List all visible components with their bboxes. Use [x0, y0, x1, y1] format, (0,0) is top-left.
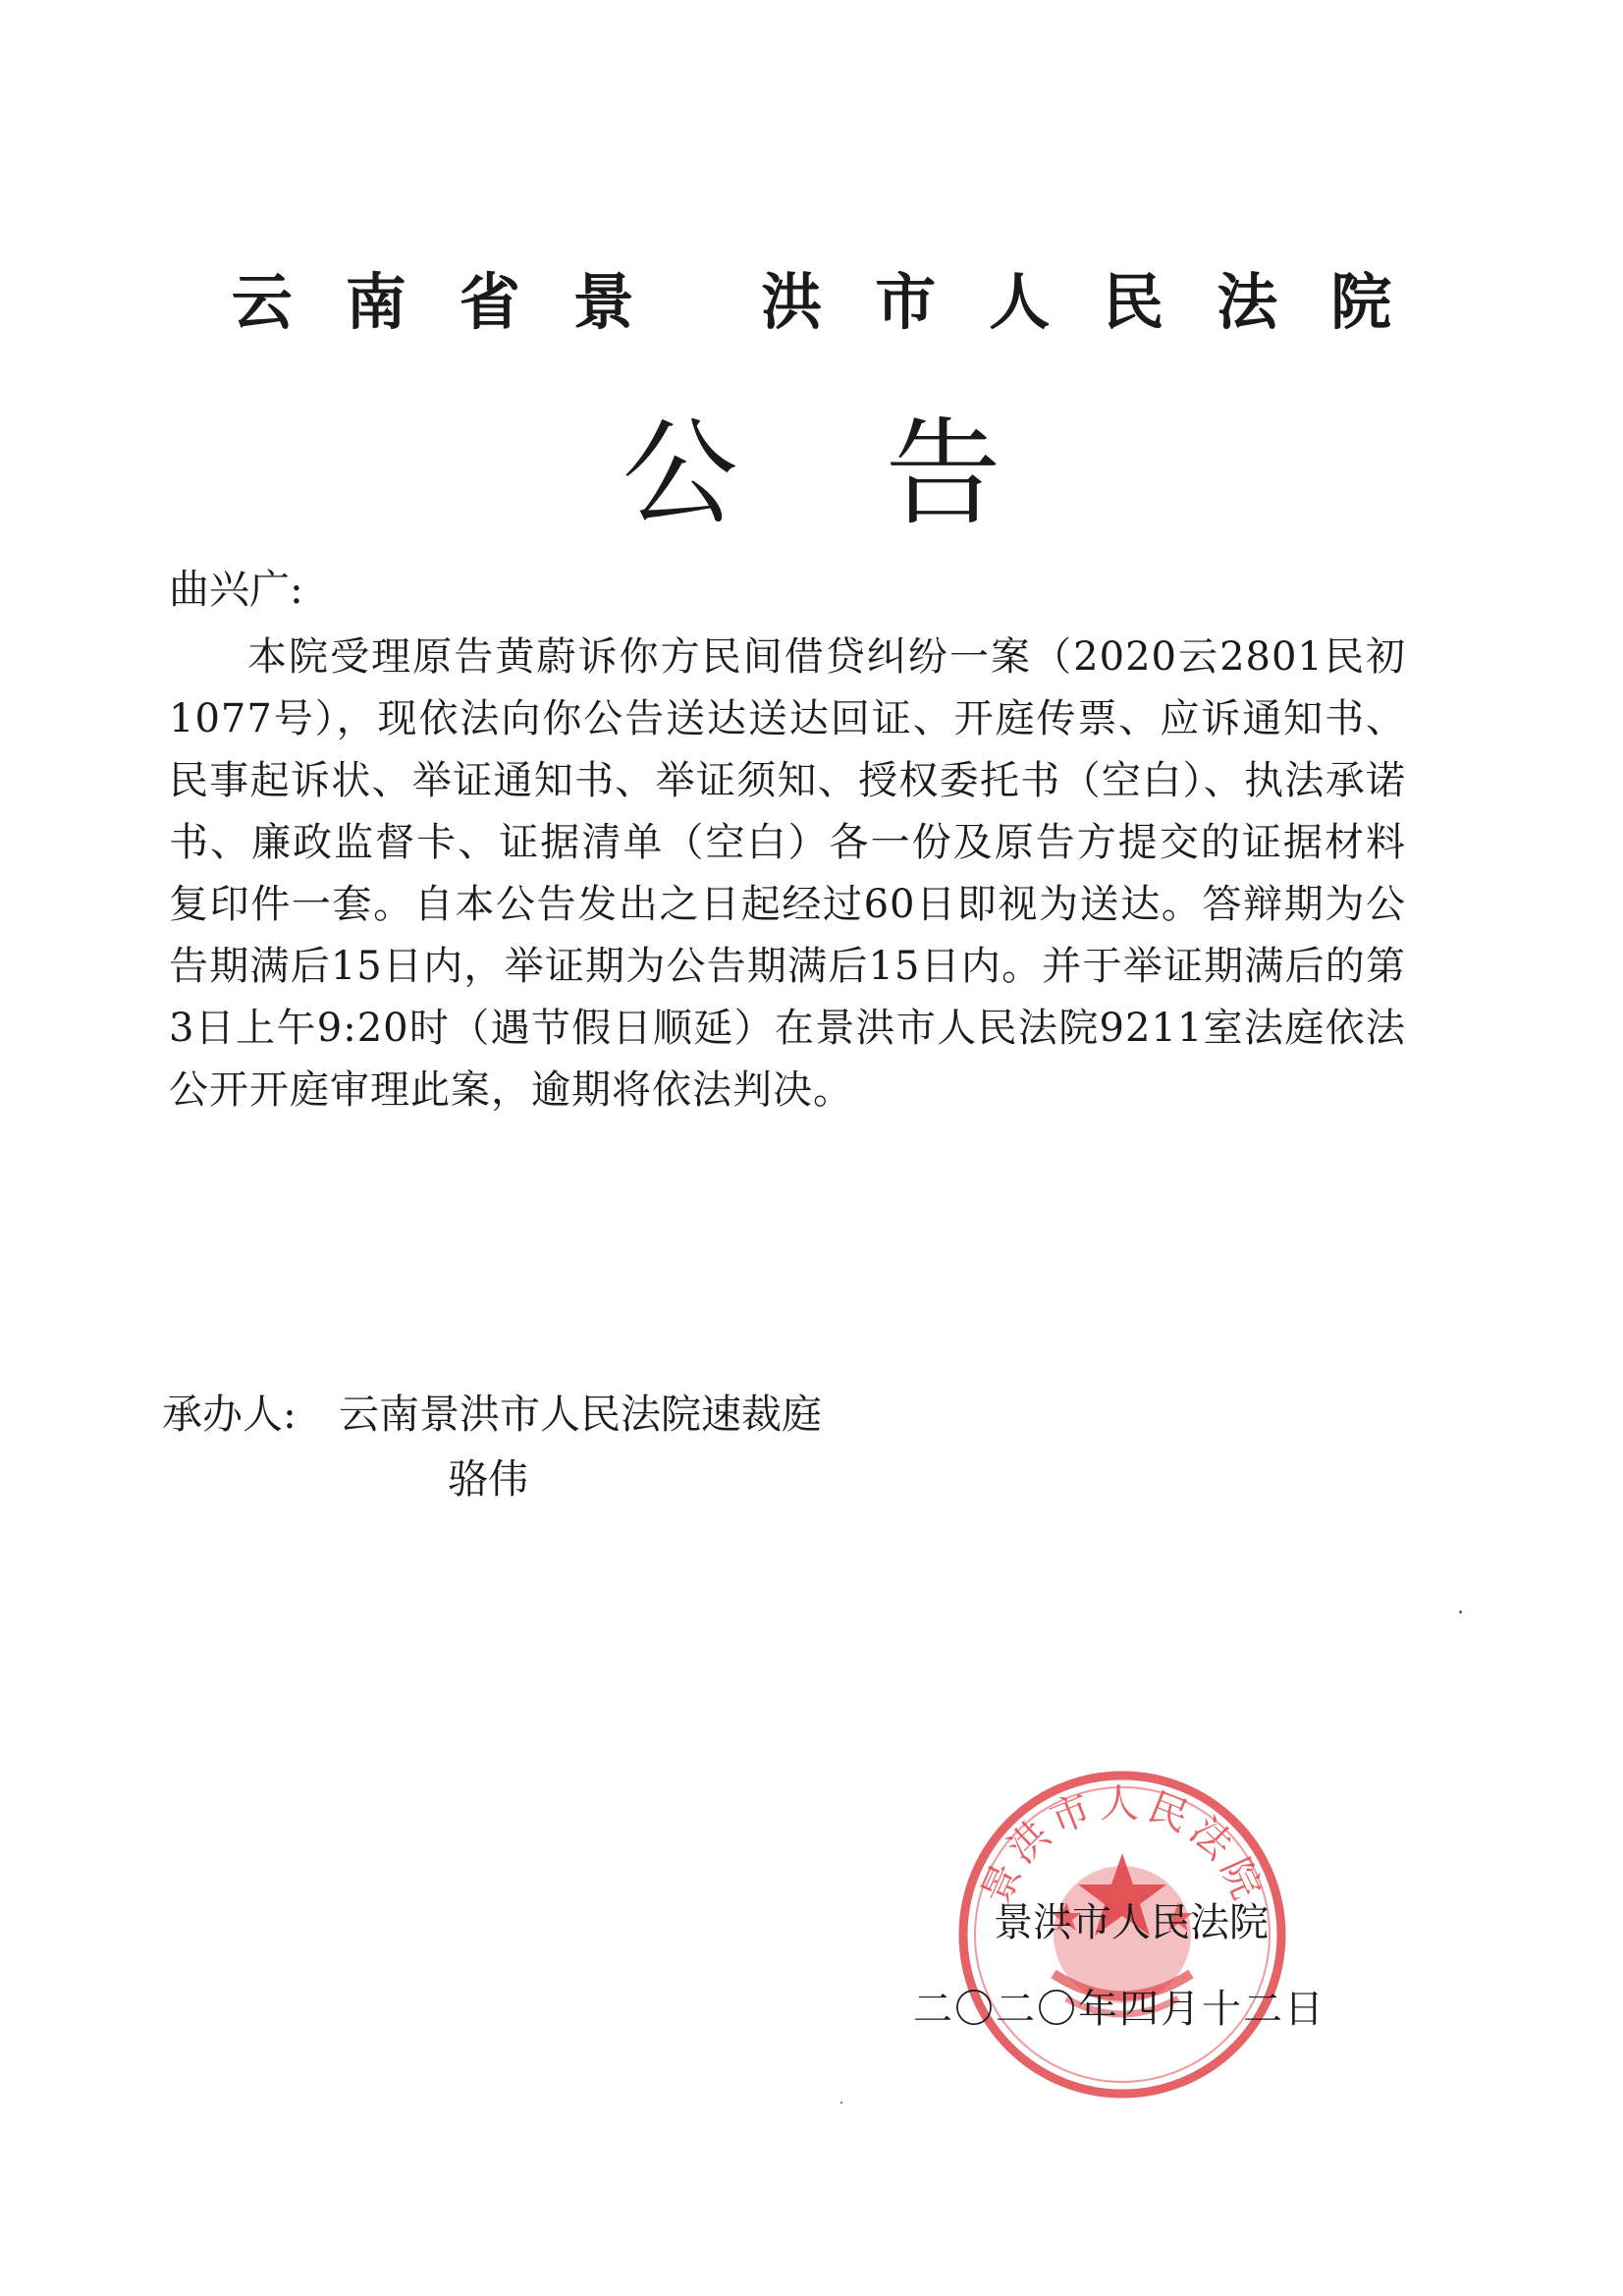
handler-name: 骆伟	[448, 1455, 528, 1503]
svg-text:景洪市人民法院: 景洪市人民法院	[973, 1781, 1271, 1912]
addressee: 曲兴广:	[169, 566, 303, 613]
document-title: 公告	[622, 406, 1149, 541]
handler-department: 云南景洪市人民法院速裁庭	[339, 1391, 822, 1438]
scan-speck	[840, 2102, 842, 2104]
signature-date: 二〇二〇年四月十二日	[913, 1987, 1325, 2032]
notice-body: 本院受理原告黄蔚诉你方民间借贷纠纷一案（2020云2801民初1077号），现依法向你公告送达送达回证、开庭传票、应诉通知书、民事起诉状、举证通知书、举证须知、授权委托书（空白）、执法承诺书、廉政监督卡、证据清单（空白）各一份及原告方提交的证据材料复印件一套。自本公告发出之日起经过60日即视为送达。答辩期为公告期满后15日内，举证期为公告期满后15日内。并于举证期满后的第3日上午9:20时（遇节假日顺延）在景洪市人民法院9211室法庭依法公开开庭审理此案，逾期将依法判决。	[169, 634, 1406, 1113]
signature-court: 景洪市人民法院	[994, 1900, 1269, 1945]
handler-label: 承办人:	[162, 1391, 297, 1438]
handler-line	[162, 1385, 822, 1444]
court-name-heading: 云南省景 洪市人民法院	[231, 266, 1445, 338]
scan-speck	[1459, 1611, 1462, 1613]
